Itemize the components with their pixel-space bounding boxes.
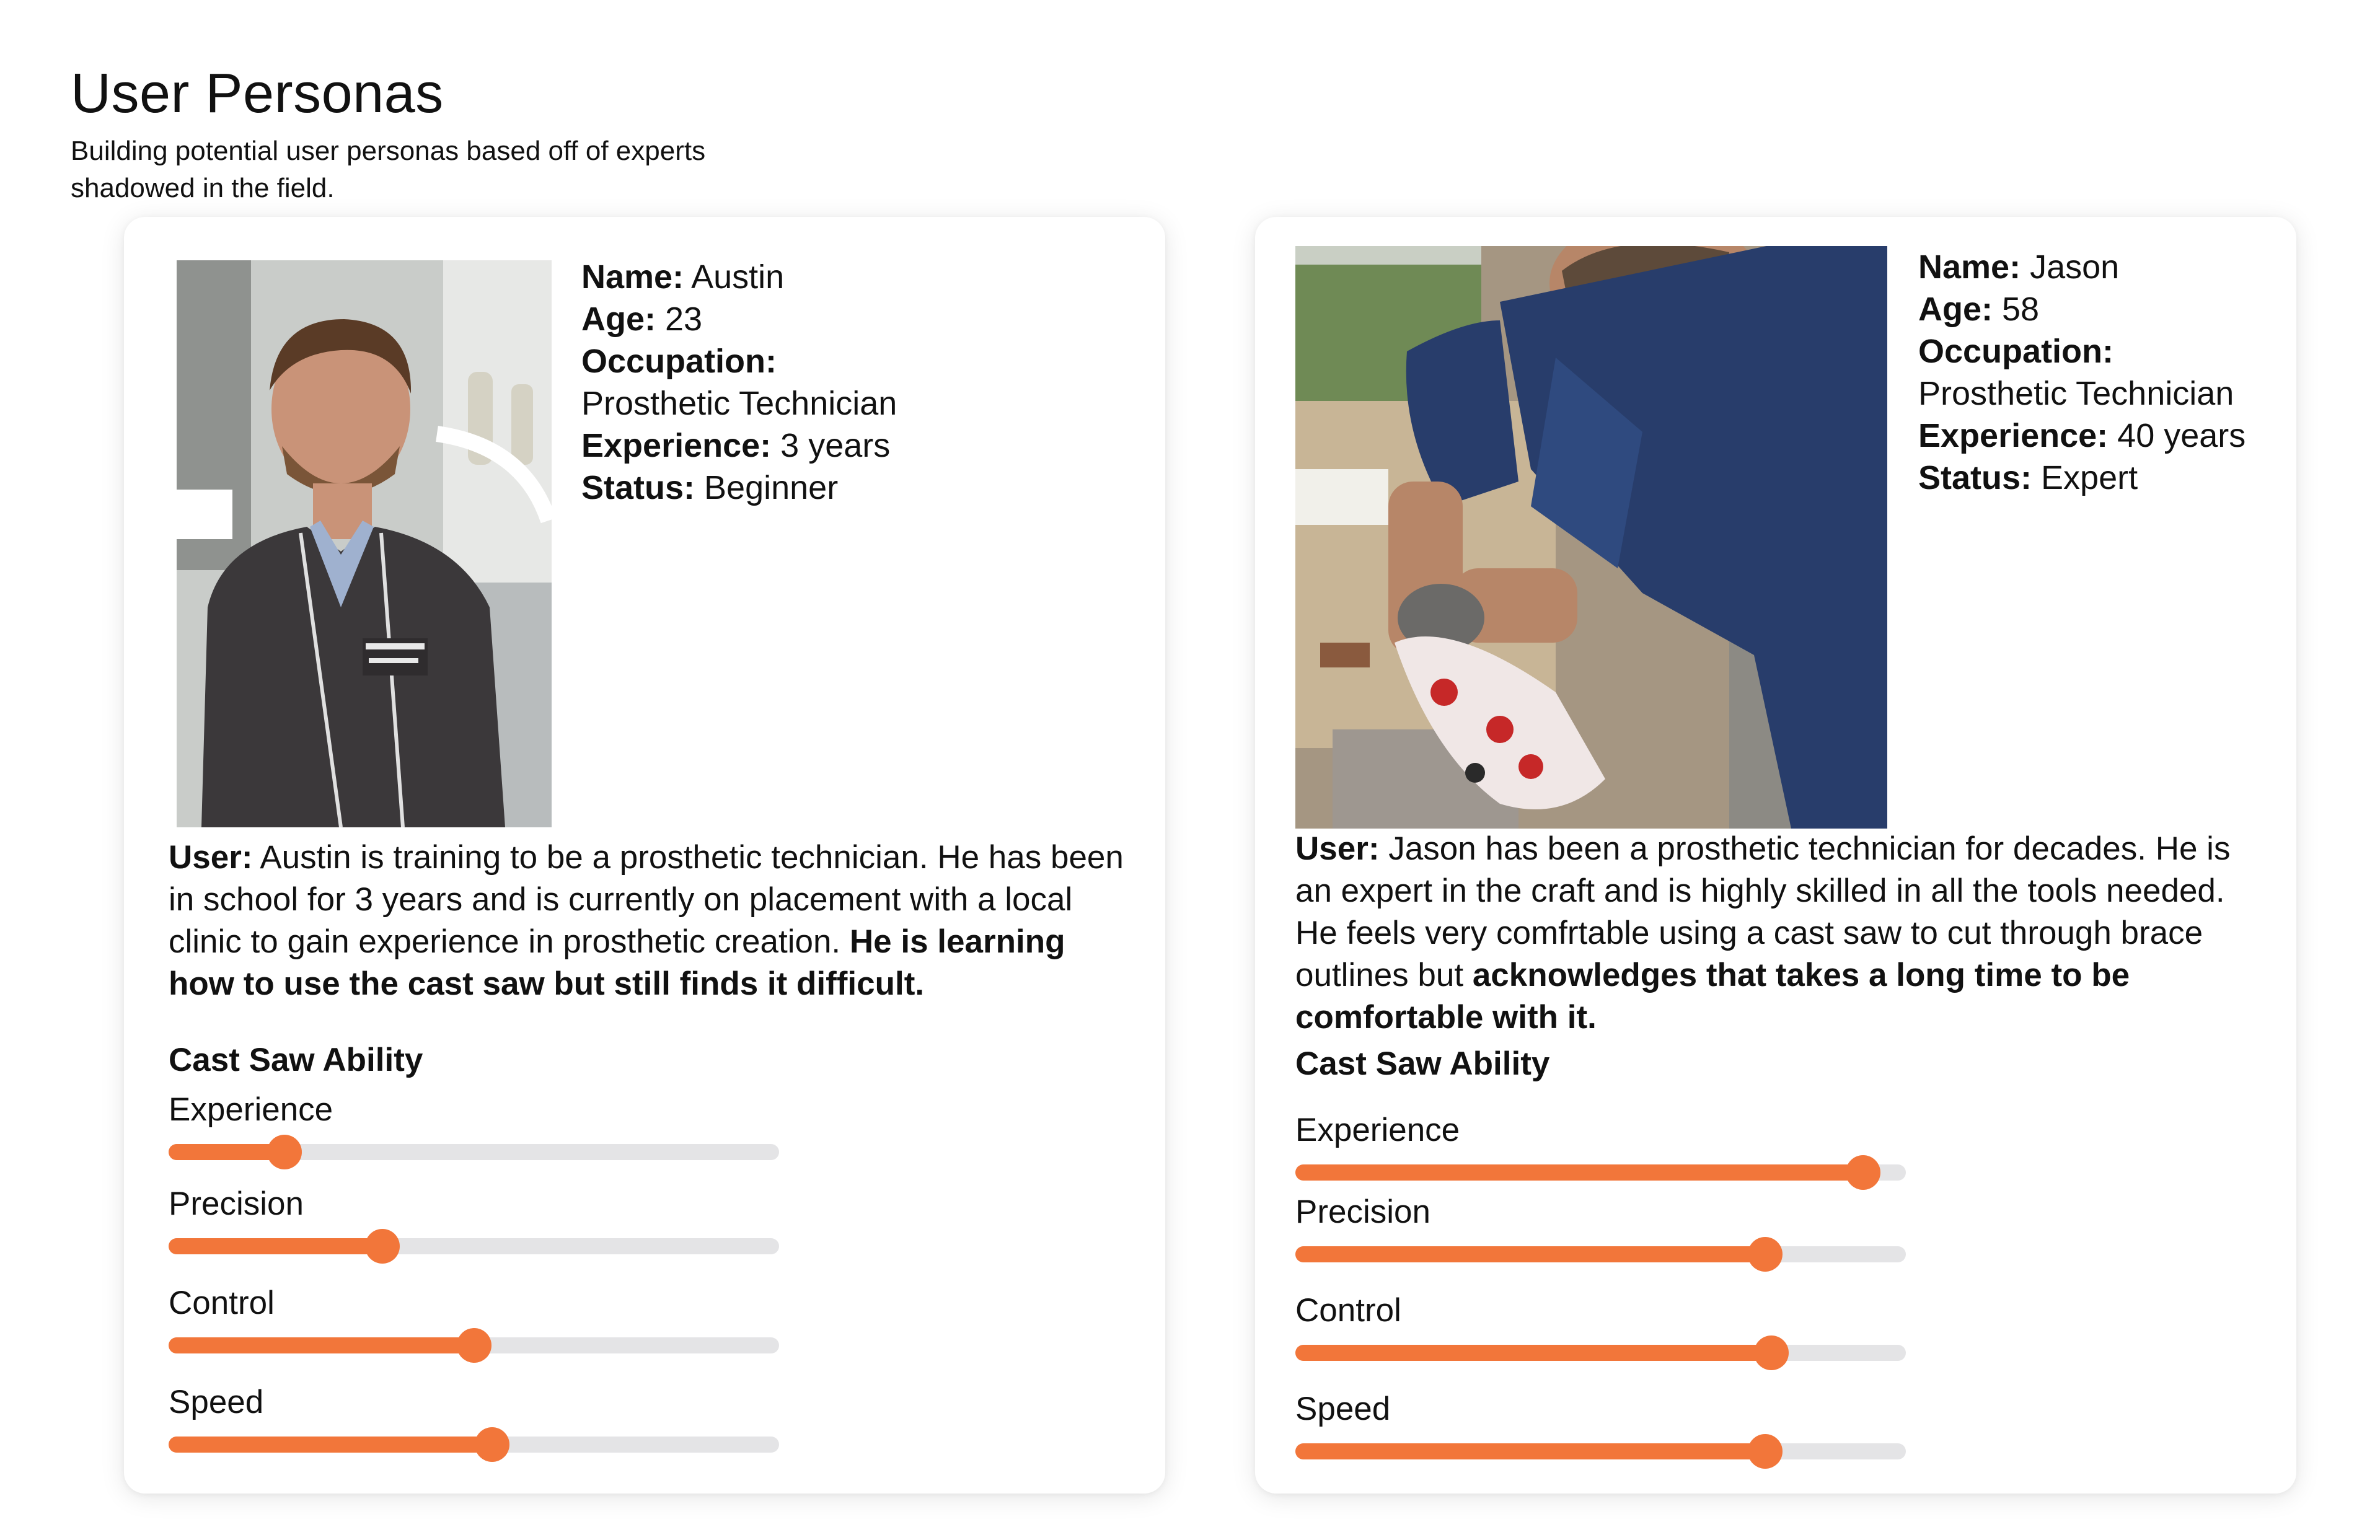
slider-fill (169, 1437, 492, 1453)
occupation-value: Prosthetic Technician (581, 385, 897, 422)
status-value: Expert (2041, 459, 2138, 496)
persona-card-austin (124, 217, 1165, 1494)
skill-label: Speed (1295, 1391, 1391, 1427)
age-value: 58 (2002, 291, 2040, 328)
slider-fill (169, 1337, 474, 1353)
slider-track[interactable] (169, 1238, 779, 1254)
age-label: Age: (1918, 291, 1993, 328)
persona-info-jason (1918, 246, 2290, 499)
persona-description-jason (1295, 828, 2262, 1039)
persona-photo-austin (177, 260, 552, 827)
status-value: Beginner (704, 469, 839, 506)
persona-card-jason (1255, 217, 2296, 1494)
persona-photo-jason (1295, 246, 1887, 829)
slider-track[interactable] (1295, 1345, 1906, 1361)
page-title: User Personas (71, 63, 444, 125)
slider-knob[interactable] (1748, 1237, 1783, 1272)
name-label: Name: (581, 258, 684, 296)
slider-track[interactable] (1295, 1164, 1906, 1181)
slider-knob[interactable] (457, 1328, 491, 1363)
skill-experience (1295, 1111, 1906, 1179)
occupation-value: Prosthetic Technician (1918, 375, 2234, 412)
skill-label: Precision (1295, 1194, 1430, 1230)
status-label: Status: (1918, 459, 2032, 496)
page-subtitle: Building potential user personas based off of experts shadowed in the field. (71, 136, 706, 203)
experience-label: Experience: (581, 427, 772, 464)
user-label: User: (1295, 830, 1380, 867)
skill-label: Control (169, 1285, 275, 1321)
status-label: Status: (581, 469, 695, 506)
occupation-label: Occupation: (1918, 333, 2114, 370)
experience-value: 40 years (2117, 417, 2246, 454)
skill-precision (1295, 1193, 1906, 1261)
skill-label: Experience (169, 1091, 333, 1128)
user-label: User: (169, 839, 253, 876)
description-text: Austin is training to be a prosthetic technician. He has been in school for 3 years and is currently on placement with a local clinic to gain experience in prosthetic creation. (169, 839, 1124, 960)
slider-knob[interactable] (1748, 1434, 1783, 1469)
name-label: Name: (1918, 249, 2021, 286)
slider-fill (1295, 1443, 1765, 1459)
skill-label: Control (1295, 1292, 1401, 1329)
slider-fill (1295, 1246, 1765, 1262)
occupation-label: Occupation: (581, 343, 777, 380)
persona-description-austin (169, 837, 1135, 1005)
slider-knob[interactable] (267, 1135, 302, 1169)
slider-knob[interactable] (475, 1427, 509, 1462)
slider-knob[interactable] (1846, 1155, 1880, 1190)
slider-fill (1295, 1345, 1771, 1361)
persona-info-austin (581, 256, 1139, 509)
slider-knob[interactable] (365, 1229, 400, 1264)
skill-label: Experience (1295, 1112, 1460, 1148)
age-label: Age: (581, 301, 656, 338)
slider-fill (1295, 1164, 1863, 1181)
experience-value: 3 years (780, 427, 891, 464)
slider-track[interactable] (169, 1144, 779, 1160)
slider-track[interactable] (169, 1437, 779, 1453)
ability-title: Cast Saw Ability (169, 1042, 423, 1078)
slider-fill (169, 1238, 382, 1254)
description-bold: He is learning how to use the cast saw but still finds it difficult. (169, 923, 1065, 1002)
skill-control (169, 1284, 779, 1352)
age-value: 23 (665, 301, 703, 338)
skill-speed (1295, 1390, 1906, 1458)
description-bold: acknowledges that takes a long time to be comfortable with it. (1295, 957, 2130, 1036)
slider-track[interactable] (1295, 1443, 1906, 1459)
slider-knob[interactable] (1754, 1335, 1789, 1370)
experience-label: Experience: (1918, 417, 2109, 454)
description-text: Jason has been a prosthetic technician for decades. He is an expert in the craft and is highly skilled in all the tools needed. He feels very comfrtable using a cast saw to cut through brace outlines but (1295, 830, 2231, 993)
skill-precision (169, 1185, 779, 1253)
skill-experience (169, 1091, 779, 1159)
ability-title: Cast Saw Ability (1295, 1045, 1550, 1082)
skill-speed (169, 1383, 779, 1451)
skill-label: Speed (169, 1384, 264, 1420)
skill-label: Precision (169, 1186, 304, 1222)
slider-track[interactable] (1295, 1246, 1906, 1262)
slider-track[interactable] (169, 1337, 779, 1353)
name-value: Austin (691, 258, 785, 296)
name-value: Jason (2030, 249, 2120, 286)
skill-control (1295, 1291, 1906, 1360)
